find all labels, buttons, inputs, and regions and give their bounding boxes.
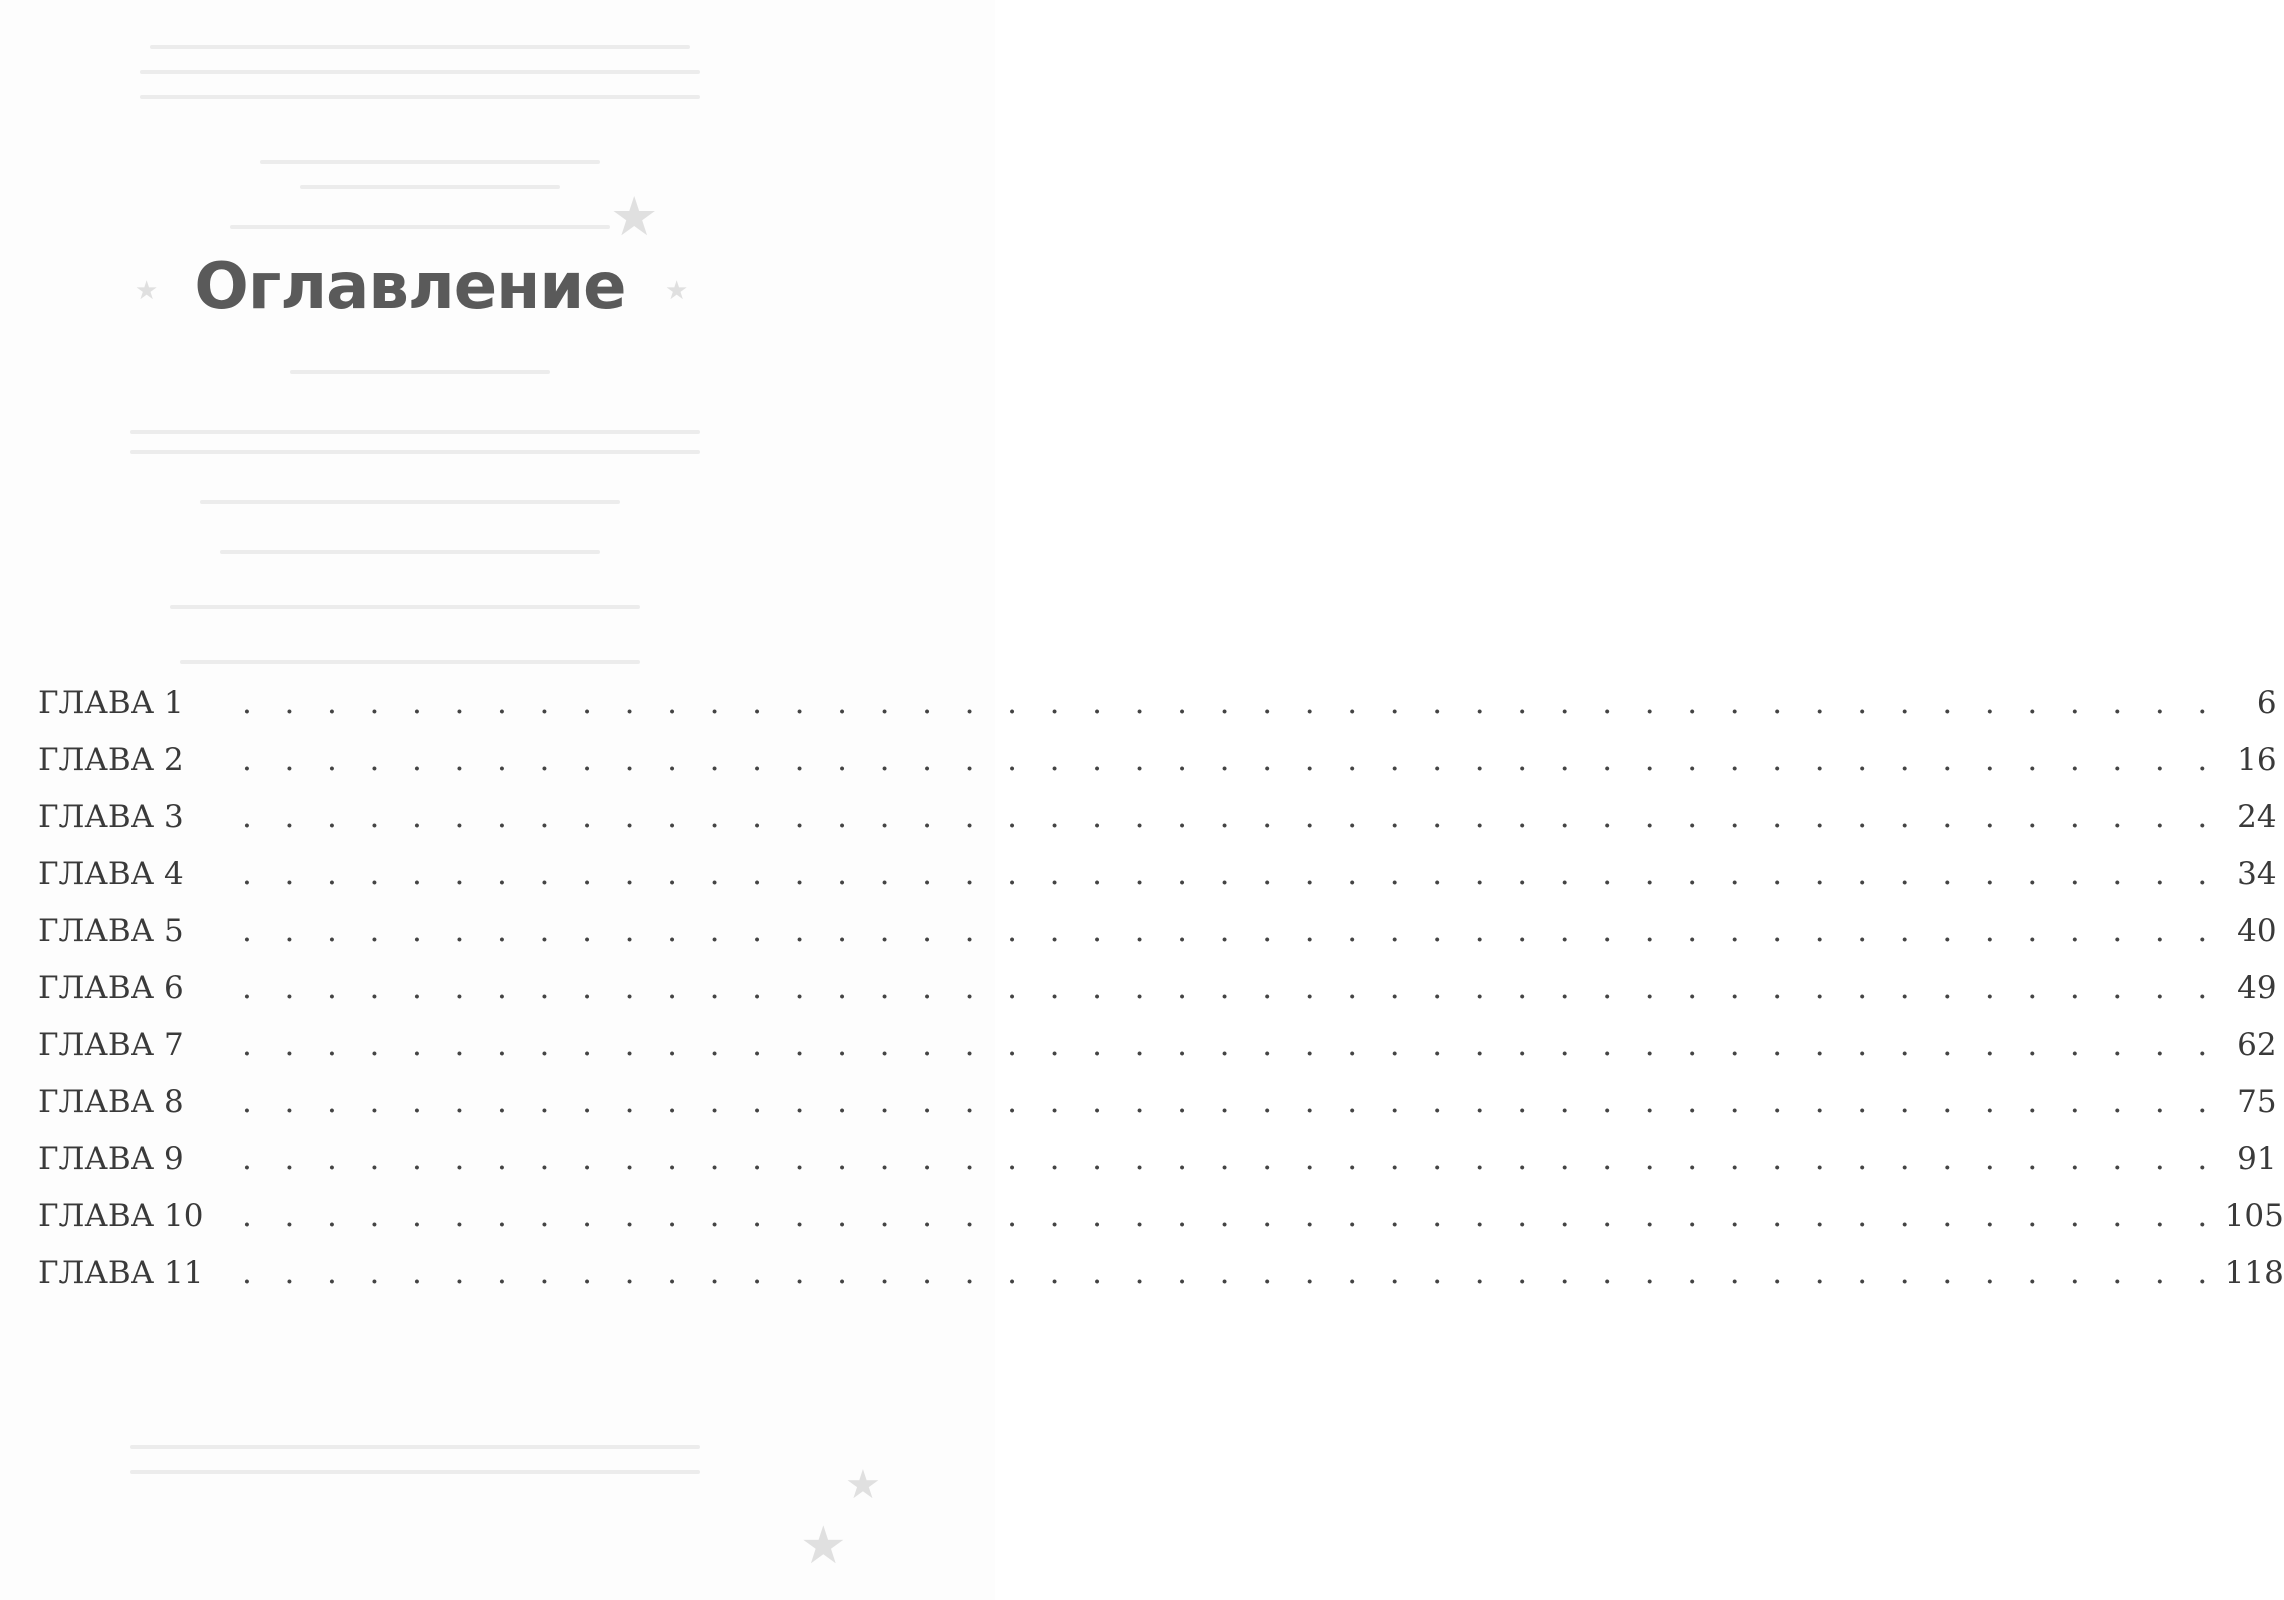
toc-page-number: 6 [2256,685,2277,721]
toc-chapter-label: ГЛАВА 1 [38,685,184,721]
bleed-through-line [260,160,600,164]
toc-leader-dots: . . . . . . . . . . . . . . . . . . . . . . . . . . . . . . . . . . . . . . . . . . . . . . . [242,1084,2219,1120]
toc-page-number: 62 [2237,1027,2277,1063]
toc-leader-dots: . . . . . . . . . . . . . . . . . . . . . . . . . . . . . . . . . . . . . . . . . . . . . . . [242,1027,2219,1063]
toc-chapter-label: ГЛАВА 2 [38,742,184,778]
toc-chapter-label: ГЛАВА 11 [38,1255,204,1291]
toc-chapter-label: ГЛАВА 6 [38,970,184,1006]
toc-row [38,913,2277,970]
table-of-contents [38,685,2284,1312]
star-icon: ★ [665,276,689,306]
toc-leader-dots: . . . . . . . . . . . . . . . . . . . . . . . . . . . . . . . . . . . . . . . . . . . . . . . [242,799,2219,835]
bleed-through-line [140,95,700,99]
toc-leader-dots: . . . . . . . . . . . . . . . . . . . . . . . . . . . . . . . . . . . . . . . . . . . . . . . [242,1141,2219,1177]
toc-leader-dots: . . . . . . . . . . . . . . . . . . . . . . . . . . . . . . . . . . . . . . . . . . . . . . . [242,970,2219,1006]
star-icon: ★ [135,276,159,306]
bleed-through-line [230,225,610,229]
toc-row [38,799,2277,856]
star-icon: ★ [845,1462,881,1508]
toc-page-number: 24 [2237,799,2277,835]
bleed-through-line [130,430,700,434]
toc-row [38,970,2277,1027]
toc-page-number: 40 [2237,913,2277,949]
bleed-through-line [150,45,690,49]
bleed-through-line [170,605,640,609]
toc-row [38,1198,2284,1255]
toc-row [38,685,2277,742]
toc-row [38,1255,2284,1312]
toc-chapter-label: ГЛАВА 7 [38,1027,184,1063]
bleed-through-line [290,370,550,374]
bleed-through-line [130,450,700,454]
toc-chapter-label: ГЛАВА 3 [38,799,184,835]
toc-chapter-label: ГЛАВА 10 [38,1198,204,1234]
toc-page-number: 91 [2237,1141,2277,1177]
toc-leader-dots: . . . . . . . . . . . . . . . . . . . . . . . . . . . . . . . . . . . . . . . . . . . . . . . [242,1255,2219,1291]
toc-page-number: 34 [2237,856,2277,892]
toc-chapter-label: ГЛАВА 8 [38,1084,184,1120]
bleed-through-line [200,500,620,504]
toc-row [38,856,2277,913]
toc-row [38,1027,2277,1084]
toc-page-number: 118 [2224,1255,2284,1291]
toc-leader-dots: . . . . . . . . . . . . . . . . . . . . . . . . . . . . . . . . . . . . . . . . . . . . . . . [242,742,2219,778]
toc-page-number: 75 [2237,1084,2277,1120]
star-icon: ★ [800,1516,847,1576]
toc-page-number: 49 [2237,970,2277,1006]
star-icon: ★ [610,185,659,248]
bleed-through-line [130,1470,700,1474]
toc-page-number: 16 [2237,742,2277,778]
toc-chapter-label: ГЛАВА 9 [38,1141,184,1177]
bleed-through-line [300,185,560,189]
toc-chapter-label: ГЛАВА 5 [38,913,184,949]
bleed-through-line [130,1445,700,1449]
toc-row [38,742,2277,799]
bleed-through-line [140,70,700,74]
toc-leader-dots: . . . . . . . . . . . . . . . . . . . . . . . . . . . . . . . . . . . . . . . . . . . . . . . [242,1198,2219,1234]
bleed-through-line [180,660,640,664]
toc-row [38,1141,2277,1198]
toc-page-number: 105 [2224,1198,2284,1234]
toc-chapter-label: ГЛАВА 4 [38,856,184,892]
toc-leader-dots: . . . . . . . . . . . . . . . . . . . . . . . . . . . . . . . . . . . . . . . . . . . . . . . [242,856,2219,892]
toc-row [38,1084,2277,1141]
bleed-through-line [220,550,600,554]
page-title: Оглавление [194,250,626,324]
toc-leader-dots: . . . . . . . . . . . . . . . . . . . . . . . . . . . . . . . . . . . . . . . . . . . . . . . [242,913,2219,949]
toc-leader-dots: . . . . . . . . . . . . . . . . . . . . . . . . . . . . . . . . . . . . . . . . . . . . . . . [242,685,2219,721]
